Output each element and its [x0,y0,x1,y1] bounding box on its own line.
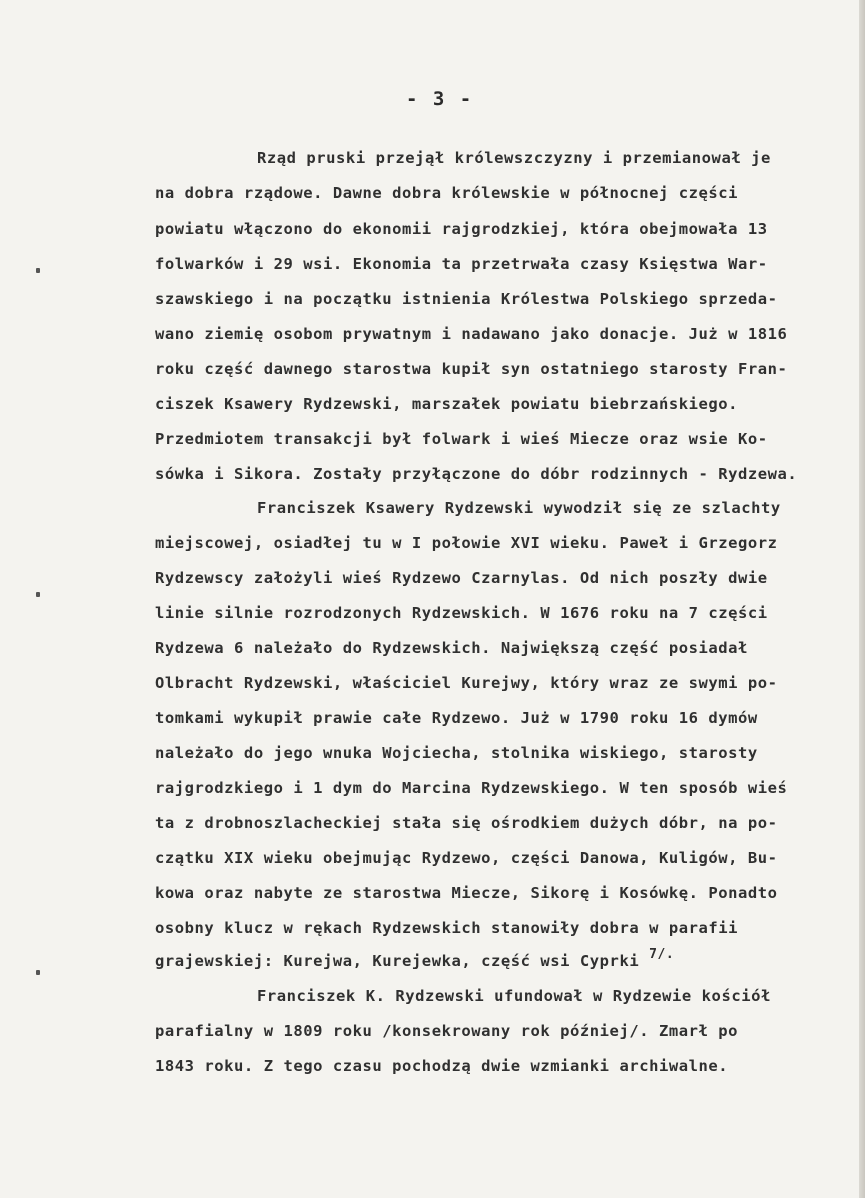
text-line: Franciszek K. Rydzewski ufundował w Rydzewie kościół [257,987,771,1005]
text-line: ciszek Ksawery Rydzewski, marszałek powiatu biebrzańskiego. [155,395,739,413]
text-line: kowa oraz nabyte ze starostwa Miecze, Sikorę i Kosówkę. Ponadto [155,884,778,902]
text-line: Rydzewa 6 należało do Rydzewskich. Największą część posiadał [155,639,748,657]
footnote-marker: 7/. [649,947,675,962]
text-line: osobny klucz w rękach Rydzewskich stanowiły dobra w parafii [155,919,739,937]
text-line: linie silnie rozrodzonych Rydzewskich. W 1676 roku na 7 części [155,604,768,622]
scan-edge [859,0,865,1198]
text-line: tomkami wykupił prawie całe Rydzewo. Już w 1790 roku 16 dymów [155,709,758,727]
margin-mark [36,592,40,597]
text-line: na dobra rządowe. Dawne dobra królewskie w północnej części [155,184,739,202]
page-number: - 3 - [406,88,474,110]
text-line: Rząd pruski przejął królewszczyzny i przemianował je [257,149,771,167]
text-line: folwarków i 29 wsi. Ekonomia ta przetrwała czasy Księstwa War- [155,255,768,273]
text-line: należało do jego wnuka Wojciecha, stolnika wiskiego, starosty [155,744,758,762]
text-line: parafialny w 1809 roku /konsekrowany rok później/. Zmarł po [155,1022,739,1040]
text-line: czątku XIX wieku obejmując Rydzewo, części Danowa, Kuligów, Bu- [155,849,778,867]
text-line: Rydzewscy założyli wieś Rydzewo Czarnylas. Od nich poszły dwie [155,569,768,587]
text-line: grajewskiej: Kurejwa, Kurejewka, część wsi Cyprki [155,952,640,970]
text-line: Przedmiotem transakcji był folwark i wieś Miecze oraz wsie Ko- [155,430,768,448]
text-line: miejscowej, osiadłej tu w I połowie XVI wieku. Paweł i Grzegorz [155,534,778,552]
text-line: 1843 roku. Z tego czasu pochodzą dwie wzmianki archiwalne. [155,1057,729,1075]
text-line: rajgrodzkiego i 1 dym do Marcina Rydzewskiego. W ten sposób wieś [155,779,788,797]
text-line-with-footnote [155,947,675,973]
text-line: powiatu włączono do ekonomii rajgrodzkiej, która obejmowała 13 [155,220,768,238]
text-line: ta z drobnoszlacheckiej stała się ośrodkiem dużych dóbr, na po- [155,814,778,832]
text-line: sówka i Sikora. Zostały przyłączone do dóbr rodzinnych - Rydzewa. [155,465,798,483]
text-line: wano ziemię osobom prywatnym i nadawano jako donacje. Już w 1816 [155,325,788,343]
text-line: Olbracht Rydzewski, właściciel Kurejwy, który wraz ze swymi po- [155,674,778,692]
margin-mark [36,268,40,273]
text-line: roku część dawnego starostwa kupił syn ostatniego starosty Fran- [155,360,788,378]
text-line: szawskiego i na początku istnienia Królestwa Polskiego sprzeda- [155,290,778,308]
text-line: Franciszek Ksawery Rydzewski wywodził się ze szlachty [257,499,781,517]
margin-mark [36,970,40,975]
